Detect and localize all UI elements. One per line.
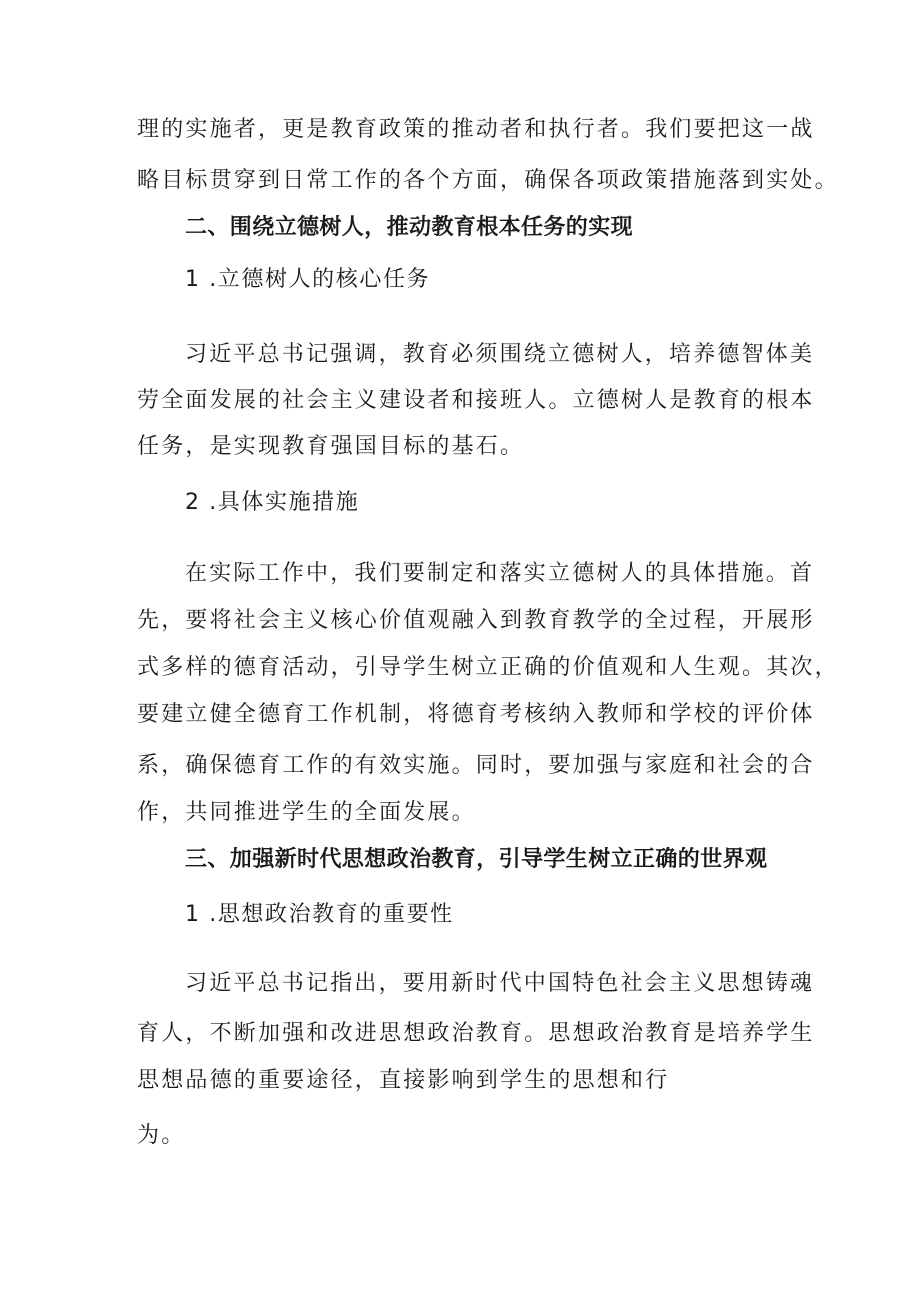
paragraph-line: 先，要将社会主义核心价值观融入到教育教学的全过程，开展形 xyxy=(137,608,815,633)
paragraph-line: 系，确保德育工作的有效实施。同时，要加强与家庭和社会的合 xyxy=(137,753,815,778)
paragraph-line: 理的实施者，更是教育政策的推动者和执行者。我们要把这一战 xyxy=(137,117,815,142)
paragraph-line: 略目标贯穿到日常工作的各个方面，确保各项政策措施落到实处。 xyxy=(137,168,839,193)
paragraph-line: 习近平总书记指出，要用新时代中国特色社会主义思想铸魂 xyxy=(185,971,815,996)
paragraph-line: 习近平总书记强调，教育必须围绕立德树人，培养德智体美 xyxy=(185,342,815,367)
subsection-title: 1 .立德树人的核心任务 xyxy=(185,267,431,292)
section-heading-3: 三、加强新时代思想政治教育，引导学生树立正确的世界观 xyxy=(185,847,768,872)
paragraph-line: 在实际工作中，我们要制定和落实立德树人的具体措施。首 xyxy=(185,561,815,586)
subsection-title: 2 .具体实施措施 xyxy=(185,490,360,515)
paragraph-line: 式多样的德育活动，引导学生树立正确的价值观和人生观。其次， xyxy=(137,655,839,680)
paragraph-line: 任务，是实现教育强国目标的基石。 xyxy=(137,434,525,459)
paragraph-line: 育人，不断加强和改进思想政治教育。思想政治教育是培养学生 xyxy=(137,1021,815,1046)
paragraph-line: 思想品德的重要途径，直接影响到学生的思想和行 xyxy=(137,1068,670,1093)
section-heading-2: 二、围绕立德树人，推动教育根本任务的实现 xyxy=(185,215,634,240)
paragraph-line: 要建立健全德育工作机制，将德育考核纳入教师和学校的评价体 xyxy=(137,702,815,727)
paragraph-line: 作，共同推进学生的全面发展。 xyxy=(137,800,476,825)
paragraph-line: 劳全面发展的社会主义建设者和接班人。立德树人是教育的根本 xyxy=(137,388,815,413)
paragraph-line: 为。 xyxy=(137,1123,186,1148)
subsection-title: 1 .思想政治教育的重要性 xyxy=(185,902,454,927)
